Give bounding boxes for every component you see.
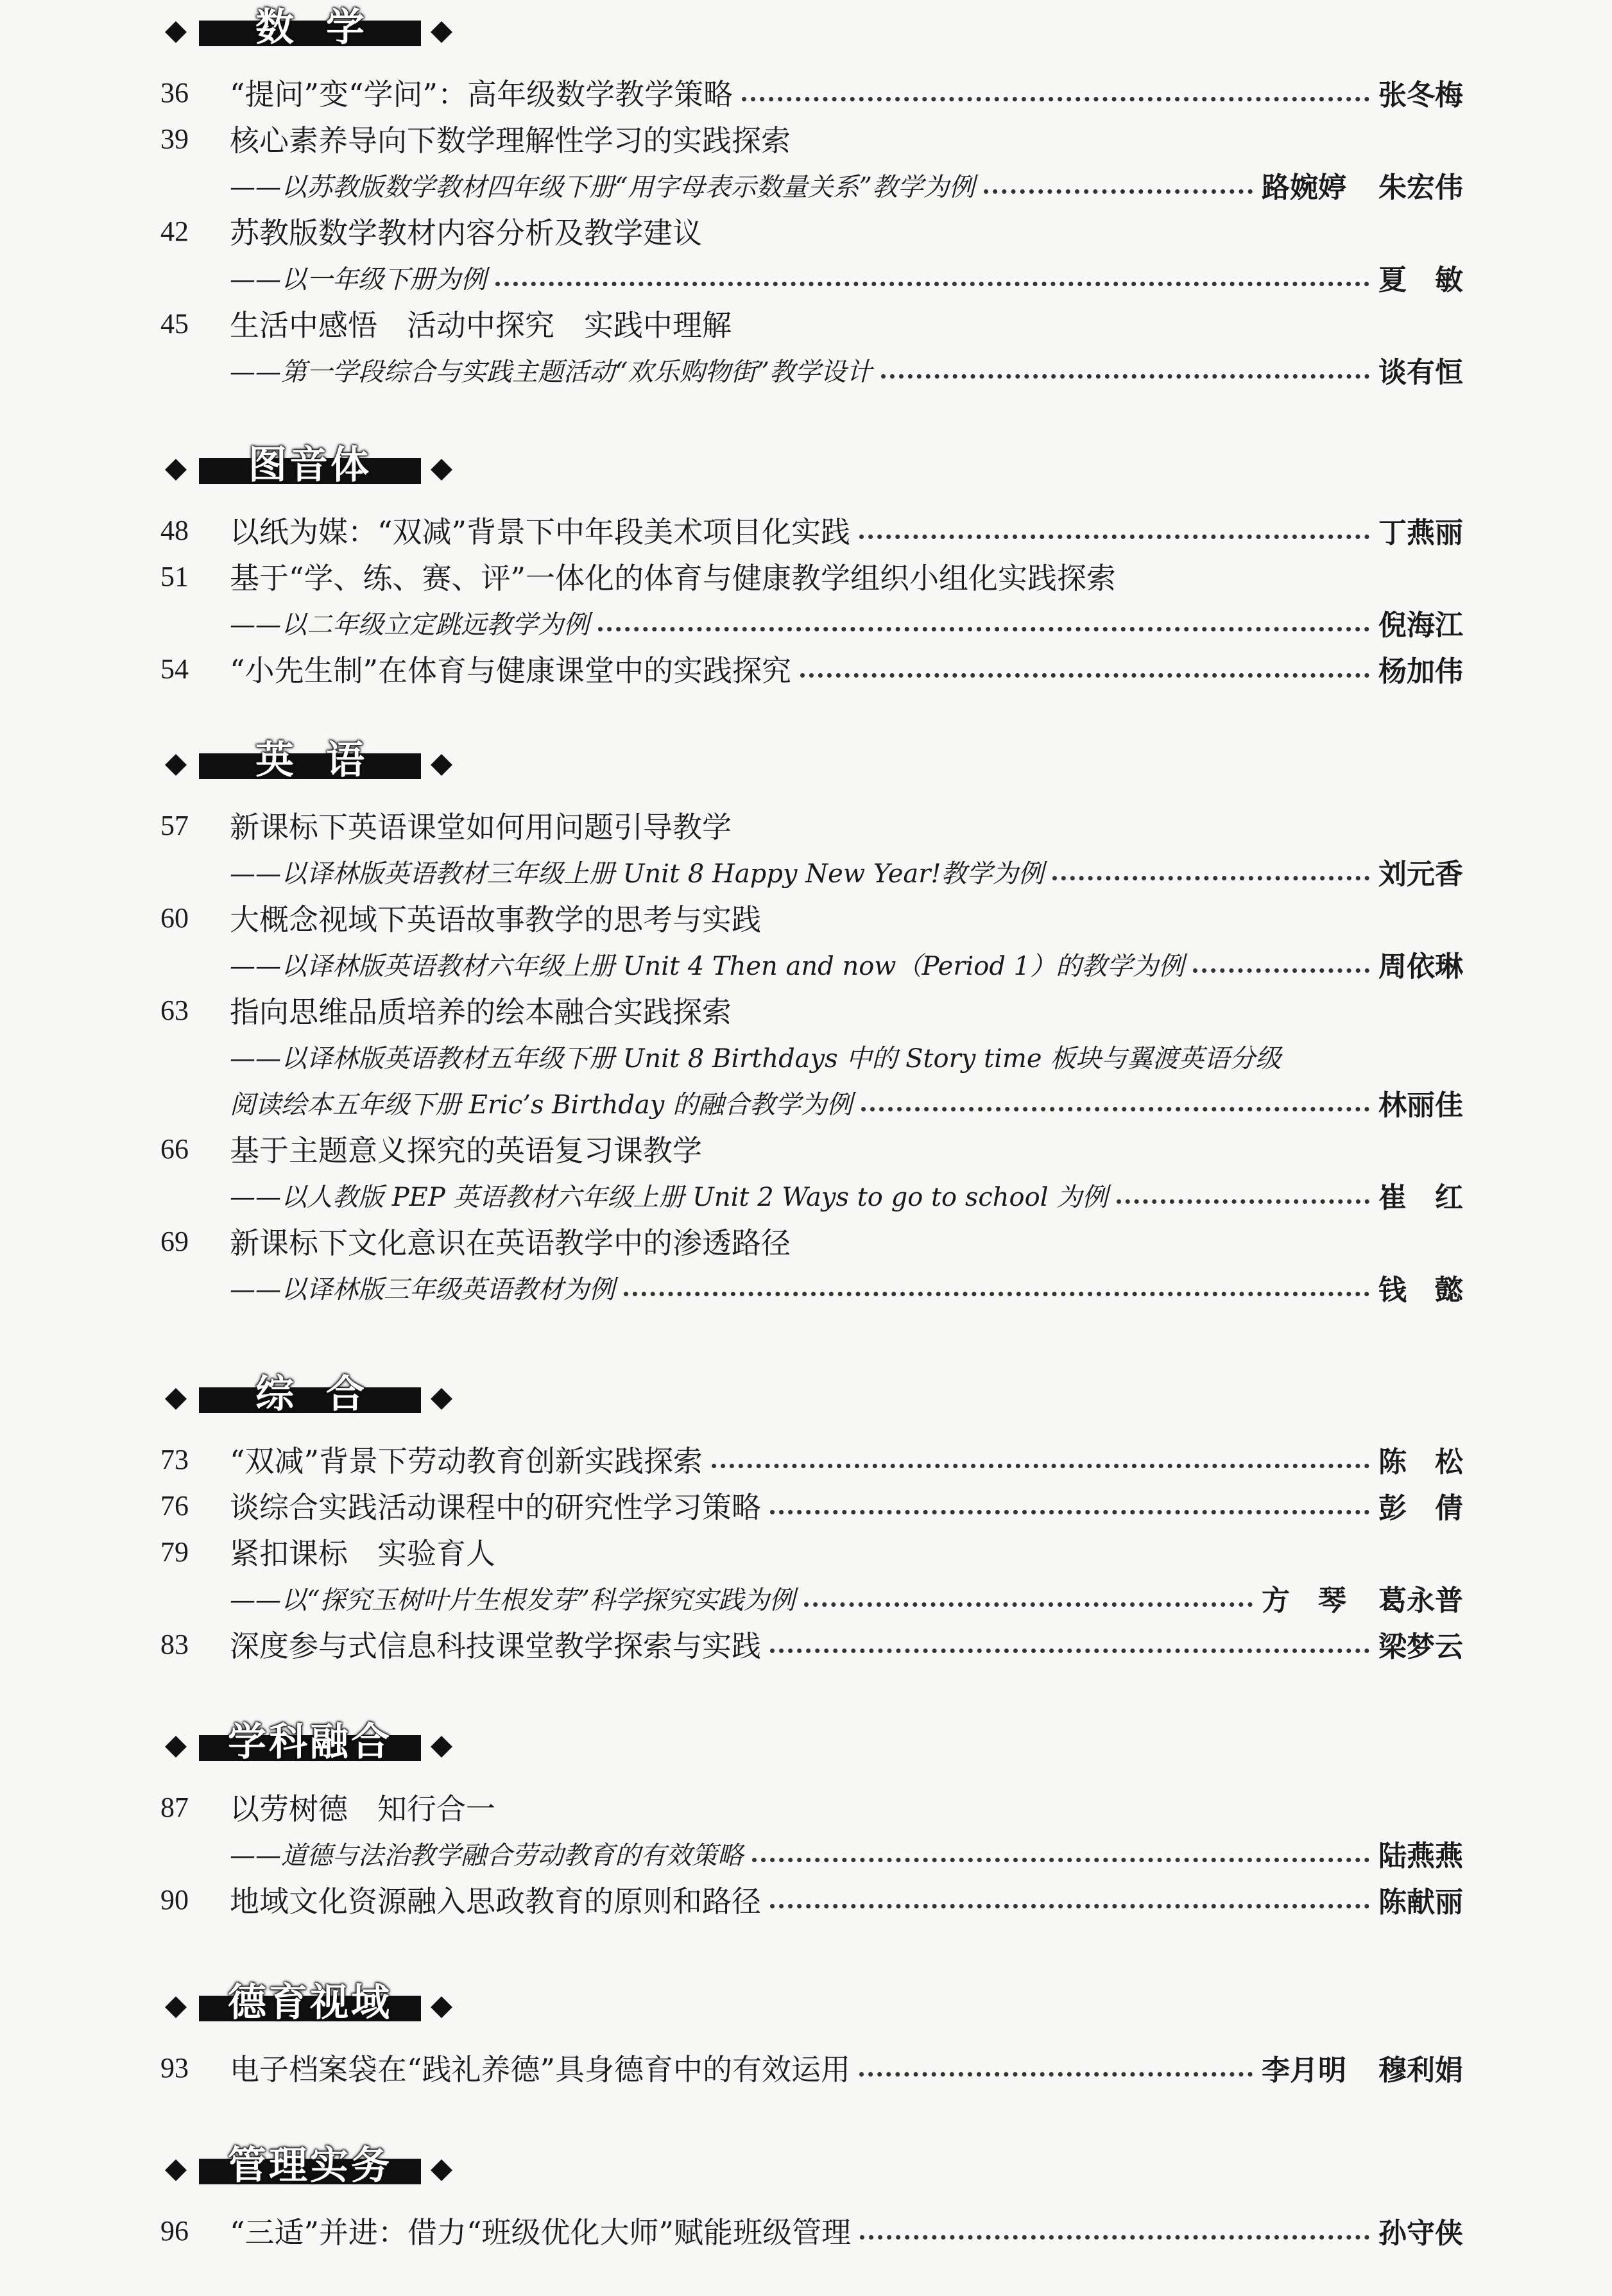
toc-entry — [160, 1625, 1463, 1663]
entry-title: 基于“学、练、赛、评”一体化的体育与健康教学组织小组化实践探索 — [230, 561, 1117, 595]
leader-dots — [770, 1904, 1369, 1908]
author-name: 杨加伟 — [1378, 655, 1463, 688]
leader-dots — [881, 374, 1369, 379]
diamond-left-icon — [165, 754, 187, 776]
toc-entry — [160, 806, 1463, 844]
leader-dots — [984, 189, 1253, 194]
entry-title: 地域文化资源融入思政教育的原则和路径 — [230, 1884, 761, 1919]
author-name: 谈有恒 — [1378, 356, 1463, 389]
toc-entry — [160, 1486, 1463, 1525]
page-number: 73 — [160, 1443, 189, 1475]
section-header — [166, 2143, 461, 2188]
section-title: 数学 — [255, 5, 397, 50]
leader-dots — [495, 282, 1369, 286]
section-header — [166, 5, 461, 50]
author-name: 彭 倩 — [1378, 1492, 1463, 1525]
toc-entry-subtitle — [160, 1083, 1463, 1122]
toc-entry — [160, 1129, 1463, 1168]
toc-entry — [160, 212, 1463, 250]
author-name: 梁梦云 — [1378, 1631, 1463, 1663]
toc-entry-subtitle — [160, 945, 1463, 983]
author-name: 葛永普 — [1378, 1584, 1463, 1617]
leader-dots — [770, 1649, 1369, 1653]
section-title: 管理实务 — [228, 2143, 392, 2188]
page-number: 93 — [160, 2052, 189, 2084]
page-number: 54 — [160, 653, 189, 685]
toc-entry — [160, 119, 1463, 158]
page-number: 51 — [160, 560, 189, 592]
toc-entry — [160, 649, 1463, 688]
section-title: 德育视域 — [228, 1980, 392, 2025]
toc-entry-subtitle — [160, 258, 1463, 296]
entry-title: 生活中感悟 活动中探究 实践中理解 — [230, 308, 732, 343]
toc-entry — [160, 1532, 1463, 1571]
author-name: 陆燕燕 — [1378, 1840, 1463, 1872]
entry-subtitle: ——以苏教版数学教材四年级下册“用字母表示数量关系”教学为例 — [230, 172, 975, 202]
diamond-right-icon — [431, 459, 452, 481]
entry-subtitle: ——以“探究玉树叶片生根发芽”科学探究实践为例 — [230, 1585, 795, 1615]
section-header — [166, 443, 461, 488]
leader-dots — [712, 1464, 1369, 1468]
page-number: 69 — [160, 1225, 189, 1257]
toc-entry — [160, 991, 1463, 1029]
author-name: 丁燕丽 — [1378, 517, 1463, 549]
entry-subtitle: ——道德与法治教学融合劳动教育的有效策略 — [230, 1840, 743, 1871]
page-number: 87 — [160, 1791, 189, 1823]
section-header — [166, 738, 461, 783]
page-number: 79 — [160, 1536, 189, 1568]
entry-subtitle: ——第一学段综合与实践主题活动“欢乐购物街”教学设计 — [230, 357, 872, 387]
entry-subtitle: ——以译林版英语教材三年级上册 Unit 8 Happy New Year!教学为例 — [230, 859, 1044, 889]
diamond-right-icon — [431, 21, 452, 43]
toc-entry-subtitle — [160, 1834, 1463, 1872]
entry-subtitle: 阅读绘本五年级下册 Eric’s Birthday 的融合教学为例 — [230, 1090, 853, 1120]
author-name: 陈 松 — [1378, 1446, 1463, 1478]
author-name: 路婉婷 — [1262, 171, 1346, 204]
toc-entry-subtitle — [160, 1037, 1463, 1075]
diamond-right-icon — [431, 1736, 452, 1758]
leader-dots — [859, 535, 1369, 539]
author-name: 周依琳 — [1378, 950, 1463, 983]
entry-subtitle: ——以二年级立定跳远教学为例 — [230, 610, 589, 640]
toc-entry — [160, 1788, 1463, 1826]
leader-dots — [1193, 968, 1369, 973]
section-title: 学科融合 — [228, 1720, 392, 1765]
entry-title: 紧扣课标 实验育人 — [230, 1536, 495, 1571]
entry-subtitle: ——以译林版三年级英语教材为例 — [230, 1274, 615, 1305]
section-header — [166, 1980, 461, 2025]
entry-title: “双减”背景下劳动教育创新实践探索 — [230, 1444, 703, 1478]
section-title: 综合 — [255, 1372, 397, 1417]
diamond-left-icon — [165, 21, 187, 43]
toc-entry — [160, 511, 1463, 549]
entry-title: 新课标下文化意识在英语教学中的渗透路径 — [230, 1226, 791, 1260]
toc-entry — [160, 2048, 1463, 2087]
entry-title: “提问”变“学问”：高年级数学教学策略 — [230, 77, 733, 112]
toc-entry-subtitle — [160, 1579, 1463, 1617]
entry-subtitle: ——以译林版英语教材五年级下册 Unit 8 Birthdays 中的 Story time 板块与翼渡英语分级 — [230, 1043, 1282, 1074]
leader-dots — [1117, 1199, 1369, 1204]
page-number: 45 — [160, 307, 189, 339]
page-number: 48 — [160, 514, 189, 546]
page-number: 36 — [160, 76, 189, 108]
entry-subtitle: ——以一年级下册为例 — [230, 264, 486, 295]
leader-dots — [752, 1858, 1369, 1862]
leader-dots — [770, 1510, 1369, 1514]
author-name: 陈献丽 — [1378, 1886, 1463, 1919]
diamond-left-icon — [165, 1996, 187, 2018]
toc-entry — [160, 1440, 1463, 1478]
entry-subtitle: ——以人教版 PEP 英语教材六年级上册 Unit 2 Ways to go to school 为例 — [230, 1182, 1108, 1212]
toc-entry-subtitle — [160, 350, 1463, 389]
page-number: 42 — [160, 215, 189, 247]
section-header — [166, 1720, 461, 1765]
diamond-right-icon — [431, 1996, 452, 2018]
toc-entry — [160, 557, 1463, 595]
leader-dots — [624, 1292, 1369, 1296]
toc-entry — [160, 1880, 1463, 1919]
page-number: 63 — [160, 994, 189, 1026]
diamond-right-icon — [431, 1388, 452, 1410]
diamond-left-icon — [165, 2159, 187, 2181]
section-title: 英语 — [255, 738, 397, 783]
author-name: 刘元香 — [1378, 858, 1463, 891]
leader-dots — [1052, 876, 1369, 880]
entry-title: 苏教版数学教材内容分析及教学建议 — [230, 216, 702, 250]
page-number: 76 — [160, 1489, 189, 1521]
toc-entry-subtitle — [160, 1268, 1463, 1306]
author-name: 张冬梅 — [1378, 79, 1463, 112]
leader-dots — [742, 97, 1369, 101]
section-title: 图音体 — [248, 443, 372, 488]
leader-dots — [861, 1107, 1369, 1111]
author-name: 李月明 — [1262, 2054, 1346, 2087]
author-name: 夏 敏 — [1378, 264, 1463, 296]
author-name: 穆利娟 — [1378, 2054, 1463, 2087]
author-name: 崔 红 — [1378, 1181, 1463, 1214]
entry-title: 谈综合实践活动课程中的研究性学习策略 — [230, 1490, 761, 1525]
diamond-right-icon — [431, 2159, 452, 2181]
diamond-left-icon — [165, 459, 187, 481]
leader-dots — [804, 1602, 1253, 1607]
entry-title: 以纸为媒：“双减”背景下中年段美术项目化实践 — [230, 515, 851, 549]
diamond-left-icon — [165, 1736, 187, 1758]
toc-entry-subtitle — [160, 166, 1463, 204]
page-number: 60 — [160, 902, 189, 934]
diamond-left-icon — [165, 1388, 187, 1410]
leader-dots — [860, 2235, 1369, 2240]
leader-dots — [800, 673, 1369, 678]
toc-entry — [160, 898, 1463, 937]
toc-entry — [160, 304, 1463, 343]
toc-entry — [160, 73, 1463, 112]
page-number: 66 — [160, 1133, 189, 1165]
author-name: 倪海江 — [1378, 609, 1463, 642]
page-number: 57 — [160, 809, 189, 841]
entry-title: 深度参与式信息科技课堂教学探索与实践 — [230, 1629, 761, 1663]
toc-entry-subtitle — [160, 1176, 1463, 1214]
author-name: 方 琴 — [1262, 1584, 1346, 1617]
entry-title: “三适”并进：借力“班级优化大师”赋能班级管理 — [230, 2215, 852, 2250]
author-name: 朱宏伟 — [1378, 171, 1463, 204]
entry-subtitle: ——以译林版英语教材六年级上册 Unit 4 Then and now（Period 1）的教学为例 — [230, 951, 1185, 981]
author-name: 钱 懿 — [1378, 1274, 1463, 1306]
entry-title: 基于主题意义探究的英语复习课教学 — [230, 1133, 702, 1168]
toc-entry — [160, 1222, 1463, 1260]
entry-title: 大概念视域下英语故事教学的思考与实践 — [230, 902, 761, 937]
leader-dots — [598, 627, 1369, 631]
section-header — [166, 1372, 461, 1417]
author-name: 林丽佳 — [1378, 1089, 1463, 1122]
entry-title: “小先生制”在体育与健康课堂中的实践探究 — [230, 653, 792, 688]
page-number: 83 — [160, 1628, 189, 1660]
toc-entry — [160, 2211, 1463, 2250]
author-name: 孙守侠 — [1378, 2217, 1463, 2250]
toc-entry-subtitle — [160, 852, 1463, 891]
diamond-right-icon — [431, 754, 452, 776]
page-number: 90 — [160, 1883, 189, 1915]
page-number: 39 — [160, 123, 189, 155]
toc-entry-subtitle — [160, 603, 1463, 642]
entry-title: 指向思维品质培养的绘本融合实践探索 — [230, 995, 732, 1029]
entry-title: 新课标下英语课堂如何用问题引导教学 — [230, 810, 732, 844]
entry-title: 电子档案袋在“践礼养德”具身德育中的有效运用 — [230, 2052, 851, 2087]
entry-title: 以劳树德 知行合一 — [230, 1792, 495, 1826]
leader-dots — [859, 2072, 1253, 2077]
entry-title: 核心素养导向下数学理解性学习的实践探索 — [230, 123, 791, 158]
page-number: 96 — [160, 2215, 189, 2247]
